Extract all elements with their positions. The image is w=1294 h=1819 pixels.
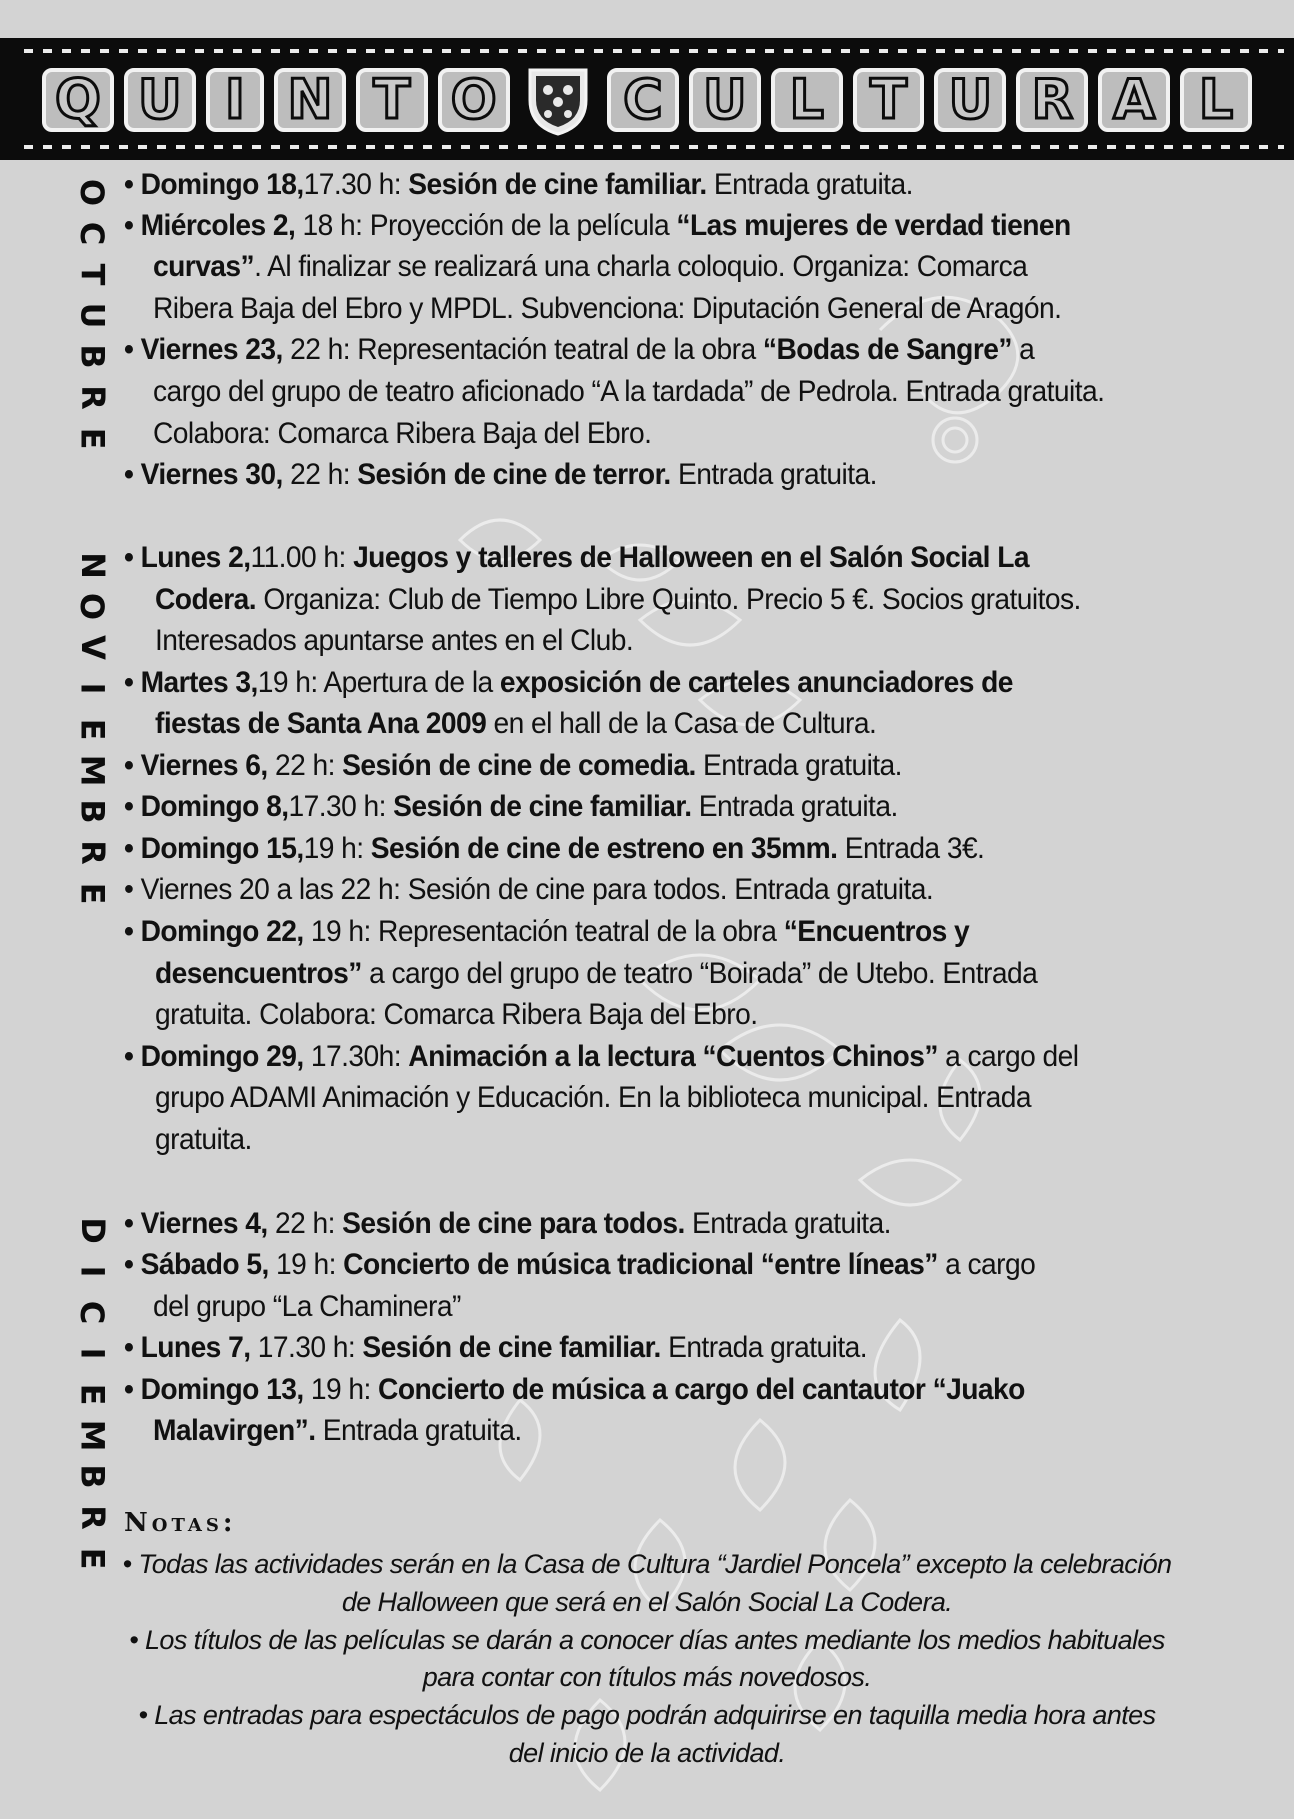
month-letter: C [73, 221, 112, 246]
title-letter: L [1180, 68, 1252, 132]
event-line: • Domingo 13, 19 h: Concierto de música a cargo del cantautor “Juako [124, 1373, 1025, 1406]
event-line: • Miércoles 2, 18 h: Proyección de la película “Las mujeres de verdad tienen [124, 209, 1071, 242]
month-letter: I [73, 682, 112, 695]
event-line: • Domingo 18,17.30 h: Sesión de cine familiar. Entrada gratuita. [124, 168, 913, 201]
event-line: • Viernes 30, 22 h: Sesión de cine de terror. Entrada gratuita. [124, 458, 877, 491]
event-line: Malavirgen”. Entrada gratuita. [153, 1414, 522, 1447]
title-letter: N [274, 68, 346, 132]
title-letter: A [1098, 68, 1170, 132]
month-letter: U [73, 302, 112, 329]
month-label-octubre [72, 172, 112, 459]
month-letter: T [73, 263, 112, 286]
title-letter: L [771, 68, 843, 132]
month-letter: B [73, 1464, 112, 1489]
event-line: Codera. Organiza: Club de Tiempo Libre Quinto. Precio 5 €. Socios gratuitos. [155, 583, 1081, 616]
note-text: para contar con títulos más novedosos. [422, 1662, 872, 1692]
event-line: desencuentros” a cargo del grupo de teatro “Boirada” de Utebo. Entrada [155, 957, 1038, 990]
title-letter: C [607, 68, 679, 132]
event-line: gratuita. Colabora: Comarca Ribera Baja del Ebro. [155, 998, 758, 1031]
month-letter: I [73, 1265, 112, 1278]
month-letter: R [73, 385, 112, 410]
month-letter: I [73, 1347, 112, 1360]
event-line: • Domingo 15,19 h: Sesión de cine de estreno en 35mm. Entrada 3€. [124, 832, 985, 865]
event-line: • Domingo 29, 17.30h: Animación a la lectura “Cuentos Chinos” a cargo del [124, 1040, 1079, 1073]
film-perforations-bottom [24, 145, 1284, 149]
month-letter: M [73, 754, 112, 787]
event-line: Ribera Baja del Ebro y MPDL. Subvenciona: Diputación General de Aragón. [153, 292, 1062, 325]
event-line: curvas”. Al finalizar se realizará una charla coloquio. Organiza: Comarca [153, 250, 1028, 283]
notes-heading: Notas: [124, 1508, 237, 1538]
month-letter: E [73, 1383, 112, 1406]
note-text: • Todas las actividades serán en la Casa de Cultura “Jardiel Poncela” excepto la celebración [122, 1549, 1172, 1579]
month-letter: M [73, 1419, 112, 1452]
month-label-noviembre [72, 545, 112, 914]
note-text: del inicio de la actividad. [508, 1738, 786, 1768]
month-letter: O [73, 178, 112, 207]
month-letter: E [73, 882, 112, 905]
film-perforations-top [24, 49, 1284, 53]
month-letter: R [73, 840, 112, 865]
title-letter: T [356, 68, 428, 132]
event-line: • Domingo 8,17.30 h: Sesión de cine familiar. Entrada gratuita. [124, 790, 898, 823]
event-line: • Viernes 20 a las 22 h: Sesión de cine para todos. Entrada gratuita. [124, 873, 934, 906]
event-line: • Viernes 4, 22 h: Sesión de cine para todos. Entrada gratuita. [124, 1207, 891, 1240]
month-label-diciembre [72, 1210, 112, 1579]
note-text: • Los títulos de las películas se darán a conocer días antes mediante los medios habituales [129, 1625, 1165, 1655]
event-line: • Domingo 22, 19 h: Representación teatral de la obra “Encuentros y [124, 915, 970, 948]
title-letter: O [438, 68, 510, 132]
month-letter: E [73, 1547, 112, 1570]
coat-of-arms-icon [520, 64, 597, 136]
title-letter: I [206, 68, 264, 132]
event-line: • Lunes 7, 17.30 h: Sesión de cine familiar. Entrada gratuita. [124, 1331, 867, 1364]
event-line: • Viernes 23, 22 h: Representación teatral de la obra “Bodas de Sangre” a [124, 333, 1035, 366]
month-letter: D [73, 1217, 112, 1244]
month-letter: C [73, 1300, 112, 1325]
month-letter: V [73, 635, 112, 660]
title-letter: U [124, 68, 196, 132]
title-letter: R [1016, 68, 1088, 132]
event-line: Interesados apuntarse antes en el Club. [155, 624, 634, 657]
event-line: • Martes 3,19 h: Apertura de la exposición de carteles anunciadores de [124, 666, 1013, 699]
event-line: • Lunes 2,11.00 h: Juegos y talleres de Halloween en el Salón Social La [124, 541, 1030, 574]
month-letter: R [73, 1505, 112, 1530]
note-text: de Halloween que será en el Salón Social La Codera. [341, 1587, 953, 1617]
event-line: • Sábado 5, 19 h: Concierto de música tradicional “entre líneas” a cargo [124, 1248, 1036, 1281]
event-line: fiestas de Santa Ana 2009 en el hall de la Casa de Cultura. [155, 707, 877, 740]
event-line: Colabora: Comarca Ribera Baja del Ebro. [153, 417, 652, 450]
event-line: gratuita. [155, 1123, 252, 1156]
month-letter: B [73, 344, 112, 369]
month-letter: B [73, 799, 112, 824]
event-line: del grupo “La Chaminera” [153, 1290, 461, 1323]
title-letter: U [689, 68, 761, 132]
event-line: • Viernes 6, 22 h: Sesión de cine de comedia. Entrada gratuita. [124, 749, 902, 782]
title-letter: U [934, 68, 1006, 132]
note-text: • Las entradas para espectáculos de pago podrán adquirirse en taquilla media hora antes [138, 1700, 1156, 1730]
title-banner [0, 38, 1294, 160]
month-letter: E [73, 427, 112, 450]
title-letters [42, 68, 1252, 132]
month-letter: N [73, 552, 112, 579]
title-letter: Q [42, 68, 114, 132]
title-letter: T [853, 68, 925, 132]
month-letter: E [73, 718, 112, 741]
event-line: cargo del grupo de teatro aficionado “A la tardada” de Pedrola. Entrada gratuita. [153, 375, 1105, 408]
month-letter: O [73, 592, 112, 621]
event-line: grupo ADAMI Animación y Educación. En la biblioteca municipal. Entrada [155, 1081, 1031, 1114]
